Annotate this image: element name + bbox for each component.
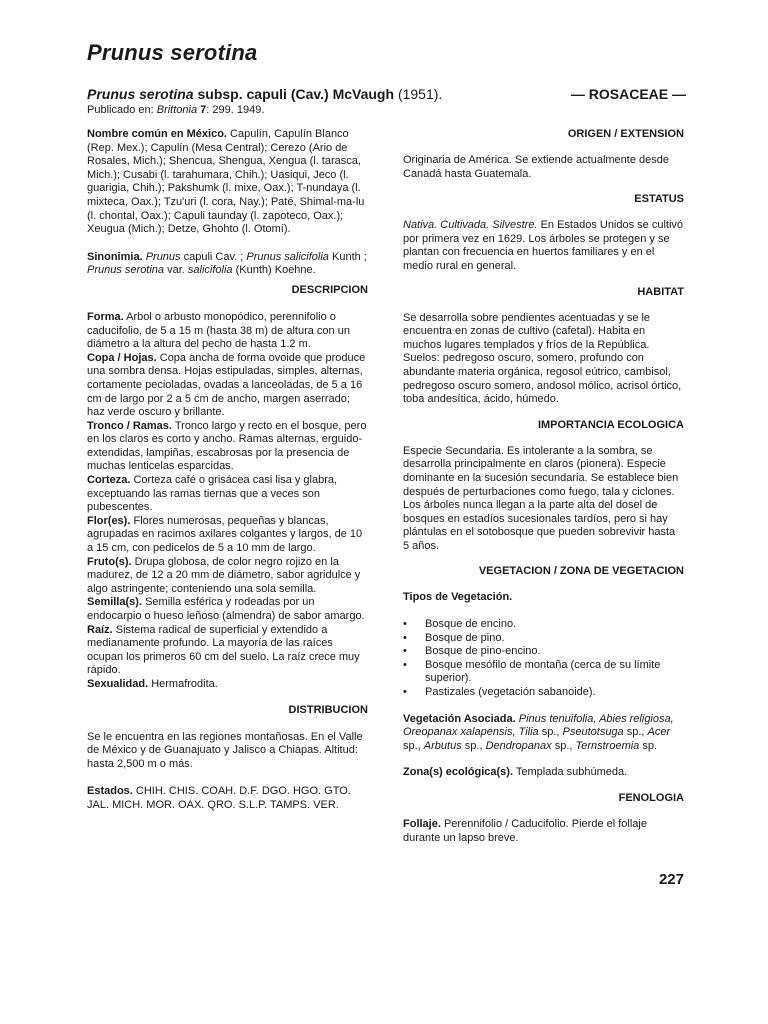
list-item: • Pastizales (vegetación sabanoide). [403, 686, 684, 700]
habitat-text: Se desarrolla sobre pendientes acentuadas y se le encuentra en zonas de cultivo (cafetal). Habita en muchos lugares templados y fríos de la República. Suelos: pedregoso oscuro, somero, profundo con abundante materia orgánica, regosol eútrico, cambisol, pedregoso oscuro somero, andosol mólico, acrisol órtico, toba andesítica, ácido, húmedo. [403, 311, 682, 406]
vegetation-types-list [403, 618, 684, 700]
page-title: Prunus serotina [87, 40, 258, 65]
synonyms: Sinonimia. Prunus capuli Cav. ; Prunus salicifolia Kunth ; Prunus serotina var. salicifolia (Kunth) Koehne. [87, 250, 367, 277]
foliage-text: Follaje. Perennifolio / Caducifolio. Pierde el follaje durante un lapso breve. [403, 818, 647, 844]
subtitle-year: (1951). [397, 86, 443, 102]
desc-tronco-ramas: Tronco / Ramas. Tronco largo y recto en el bosque, pero en los claros es corto y ancho. Ramas alternas, erguido-extendidas, lampiñas, escabrosas por la presencia de muchas lenticelas esparcidas. [87, 419, 367, 473]
distribution-text: Se le encuentra en las regiones montañosas. En el Valle de México y de Guanajuato y Jalisco a Chiapas. Altitud: hasta 2,500 m o más. [87, 730, 363, 770]
desc-raiz: Raíz. Sistema radical de superficial y extendido a medianamente profundo. La mayoría de las raíces ocupan los primeros 60 cm del suelo. La raíz crece muy rápido. [87, 623, 360, 677]
subtitle-authority: subsp. capuli (Cav.) McVaugh [197, 86, 395, 102]
section-heading-origen: ORIGEN / EXTENSION [567, 128, 684, 140]
published-line: Publicado en: Brittonia 7: 299. 1949. [87, 104, 265, 116]
desc-corteza: Corteza. Corteza café o grisácea casi lisa y glabra, exceptuando las ramas tiernas que a veces son pubescentes. [87, 474, 338, 514]
desc-copa-hojas: Copa / Hojas. Copa ancha de forma ovoide que produce una sombra densa. Hojas estipuladas, simples, alternas, cortamente pecioladas, ovadas a lanceoladas, de 5 a 16 cm de largo por 2 a 5 cm de ancho, margen aserrado; haz verde oscuro y brillante. [87, 351, 366, 419]
section-heading-estatus: ESTATUS [634, 193, 684, 206]
description-block [87, 311, 368, 692]
list-item: • Bosque mesófilo de montaña (cerca de su límite superior). [403, 659, 684, 686]
family-name: — ROSACEAE — [570, 86, 686, 102]
states-list: Estados. CHIH. CHIS. COAH. D.F. DGO. HGO. GTO. JAL. MICH. MOR. OAX. QRO. S.L.P. TAMPS. VER. [87, 785, 351, 811]
subtitle-species: Prunus serotina [87, 86, 194, 102]
section-heading-vegetacion: VEGETACION / ZONA DE VEGETACION [478, 565, 684, 578]
section-heading-descripcion: DESCRIPCION [291, 283, 368, 296]
desc-frutos: Fruto(s). Drupa globosa, de color negro rojizo en la madurez, de 12 a 20 mm de diámetro, sabor agridulce y algo astringente; conteniendo una sola semilla. [87, 555, 361, 595]
status-text: Nativa. Cultivada. Silvestre. En Estados Unidos se cultivó por primera vez en 1629. Los árboles se protegen y se plantan con frecuencia en huertos familiares y en el medio rural en general. [403, 219, 684, 272]
section-heading-fenologia: FENOLOGIA [618, 792, 684, 804]
right-column [403, 128, 684, 845]
section-heading-importancia: IMPORTANCIA ECOLOGICA [537, 418, 684, 431]
associated-vegetation: Vegetación Asociada. Pinus tenuifolia, Abies religiosa, Oreopanax xalapensis, Tilia sp., Pseutotsuga sp., Acer sp., Arbutus sp., Dendropanax sp., Ternstroemia sp. [403, 712, 674, 752]
page-number: 227 [658, 871, 684, 888]
left-column [87, 128, 368, 813]
list-item: • Bosque de pino-encino. [403, 645, 684, 659]
desc-semillas: Semilla(s). Semilla esférica y rodeadas por un endocarpio o hueso leñoso (almendra) de sabor amargo. [87, 596, 365, 622]
ecological-zone: Zona(s) ecológica(s). Templada subhúmeda. [403, 766, 628, 779]
section-heading-habitat: HABITAT [637, 285, 684, 298]
common-names: Nombre común en México. Capulín, Capulín Blanco (Rep. Mex.); Capulín (Mesa Central); Cerezo (Ario de Rosales, Mich.); Shencua, Shengua, Xengua (l. tarasca, Mich.); Cusabi (l. tarahumara, Chih.); Uasiqui, Jeco (l. guarigia, Chih.); Pakshumk (l. mixe, Oax.); T-nundaya (l. mixteca, Oax.); Tzu'uri (l. cora, Nay.); Paté, Shimal-ma-lu (l. chontal, Oax.); Capuli taunday (l. zapoteco, Oax.); Xeugua (Mich.); Detze, Ghohto (l. Otomí). [87, 128, 365, 236]
desc-sexualidad: Sexualidad. Hermafrodita. [87, 677, 218, 690]
list-item: • Bosque de pino. [403, 632, 684, 646]
desc-flores: Flor(es). Flores numerosas, pequeñas y blancas, agrupadas en racimos axilares colgantes y largos, de 10 a 15 cm, con pedicelos de 5 a 10 mm de largo. [87, 514, 363, 555]
ecological-importance-text: Especie Secundaria. Es intolerante a la sombra, se desarrolla principalmente en claros (pionera). Especie dominante en la sucesión secundaria. Se establece bien después de perturbaciones como fuego, tala y ciclones. Los árboles nunca llegan a la parte alta del dosel de bosques en estadíos sucesionales tardíos, pero si hay plántulas en el sotobosque que pueden sobrevivir hasta 5 años. [403, 444, 679, 552]
list-item: • Bosque de encino. [403, 618, 684, 632]
section-heading-distribucion: DISTRIBUCION [288, 703, 368, 716]
desc-forma: Forma. Arbol o arbusto monopódico, perennifolio o caducifolio, de 5 a 15 m (hasta 38 m) de altura con un diámetro a la altura del pecho de hasta 1.2 m. [87, 310, 350, 351]
vegetation-types-label: Tipos de Vegetación. [403, 591, 513, 604]
origin-text: Originaria de América. Se extiende actualmente desde Canadá hasta Guatemala. [403, 154, 669, 180]
